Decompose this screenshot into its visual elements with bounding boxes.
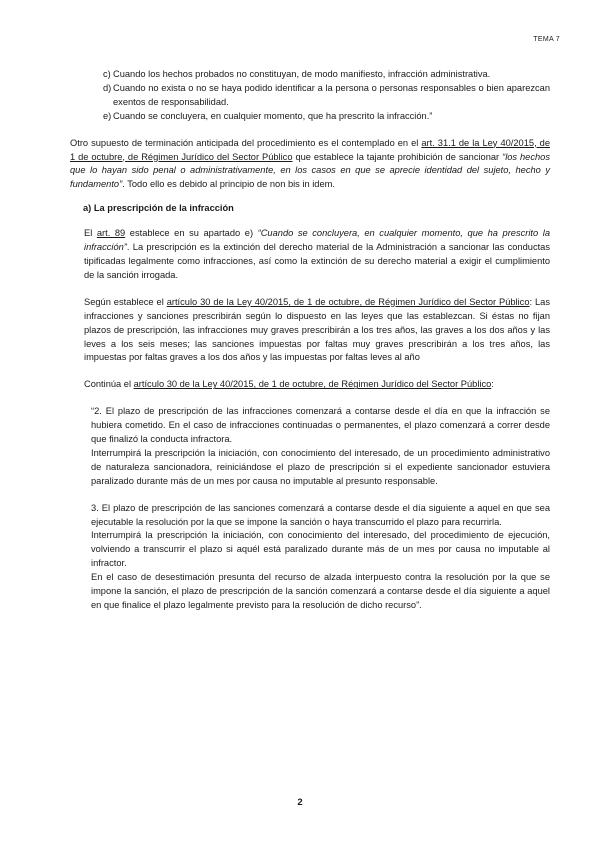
text-run: : Las infracciones y sanciones prescribirán según lo dispuesto en las leyes que las establezcan. Si éstas no fijan plazos de prescripción, las infracciones muy graves prescribirán a los tres años, las graves a los dos años y las leves a los seis meses; las sanciones impuestas por faltas muy graves prescribirán a los tres años, las impuestas por faltas graves a los dos años y las impuestas por faltas leves al año (84, 296, 550, 363)
paragraph-art-89 (84, 227, 550, 283)
document-body (70, 68, 550, 613)
list-item-text: Cuando no exista o no se haya podido identificar a la persona o personas responsables o bien aparezcan exentos de responsabilidad. (113, 82, 550, 107)
quote-paragraph: Interrumpirá la prescripción la iniciación, con conocimiento del interesado, del procedimiento de ejecución, volviendo a transcurrir el plazo si aquél está paralizado durante más de un mes por causa no imputable al infractor. (91, 530, 550, 569)
list-marker: e) (103, 110, 112, 121)
quoted-text: “los hechos que lo hayan sido penal o administrativamente, en los casos en que se aprecie identidad del sujeto, hecho y fundamento” (70, 151, 550, 190)
paragraph-non-bis-in-idem (70, 137, 550, 193)
quote-block-infracciones (91, 405, 550, 488)
termination-list (103, 68, 550, 124)
list-marker: d) (103, 82, 112, 93)
list-item-text: Cuando se concluyera, en cualquier momento, que ha prescrito la infracción.” (113, 110, 433, 121)
law-link-art-89[interactable]: art. 89 (96, 228, 126, 239)
quote-paragraph: “2. El plazo de prescripción de las infracciones comenzará a contarse desde el día en que la infracción se hubiera cometido. En el caso de infracciones continuadas o permanentes, el plazo comenzará a correr desde que finalizó la conducta infractora. (91, 406, 550, 445)
paragraph-continua (84, 378, 550, 392)
text-run: que establece la tajante prohibición de sancionar (292, 151, 503, 162)
quote-paragraph: Interrumpirá la prescripción la iniciación, con conocimiento del interesado, de un procedimiento administrativo de naturaleza sancionadora, reiniciándose el plazo de prescripción si el expediente sancionador estuviera paralizado durante más de un mes por causa no imputable al presunto responsable. (91, 447, 550, 486)
page-number: 2 (297, 797, 303, 808)
paragraph-art-30 (84, 296, 550, 366)
text-run: Continúa el (84, 379, 134, 390)
text-run: Según establece el (84, 296, 167, 307)
quoted-text: “Cuando se concluyera, en cualquier momento, que ha prescrito la infracción” (84, 228, 550, 253)
law-link-art-30[interactable]: artículo 30 de la Ley 40/2015, de 1 de octubre, de Régimen Jurídico del Sector Público (166, 296, 530, 307)
list-item (103, 82, 550, 110)
list-item-text: Cuando los hechos probados no constituyan, de modo manifiesto, infracción administrativa. (113, 69, 491, 79)
text-run: Otro supuesto de terminación anticipada del procedimiento es el contemplado en el (70, 137, 422, 148)
text-run: . La prescripción es la extinción del derecho material de la Administración a sancionar las conductas tipificadas legalmente como infracciones, así como la extinción de su derecho material a exigir el cumplimiento de la sanción irrogada. (84, 242, 550, 280)
quote-paragraph: 3. El plazo de prescripción de las sanciones comenzará a contarse desde el día siguiente a aquel en que sea ejecutable la resolución por la que se impone la sanción o haya transcurrido el plazo para recurrirla. (91, 502, 550, 527)
text-run: : (491, 379, 494, 390)
quote-block-sanciones (91, 502, 550, 613)
page-header-tema: TEMA 7 (533, 36, 560, 43)
section-heading: a) La prescripción de la infracción (83, 203, 234, 214)
law-link-art-30-continued[interactable]: artículo 30 de la Ley 40/2015, de 1 de octubre, de Régimen Jurídico del Sector Público (133, 379, 492, 390)
text-run: establece en su apartado e) (125, 228, 258, 239)
list-item (103, 68, 550, 82)
text-run: . Todo ello es debido al principio de non bis in idem. (122, 179, 335, 190)
list-marker: c) (103, 69, 111, 79)
text-run: El (84, 228, 97, 239)
quote-paragraph: En el caso de desestimación presunta del recurso de alzada interpuesto contra la resolución por la que se impone la sanción, el plazo de prescripción de la sanción comenzará a contarse desde el día siguiente a aquel en que finalice el plazo legalmente previsto para la resolución de dicho recurso”. (91, 572, 550, 610)
law-link-art-31[interactable]: art. 31.1 de la Ley 40/2015, de 1 de octubre, de Régimen Jurídico del Sector Público (70, 137, 551, 162)
list-item (103, 110, 550, 124)
